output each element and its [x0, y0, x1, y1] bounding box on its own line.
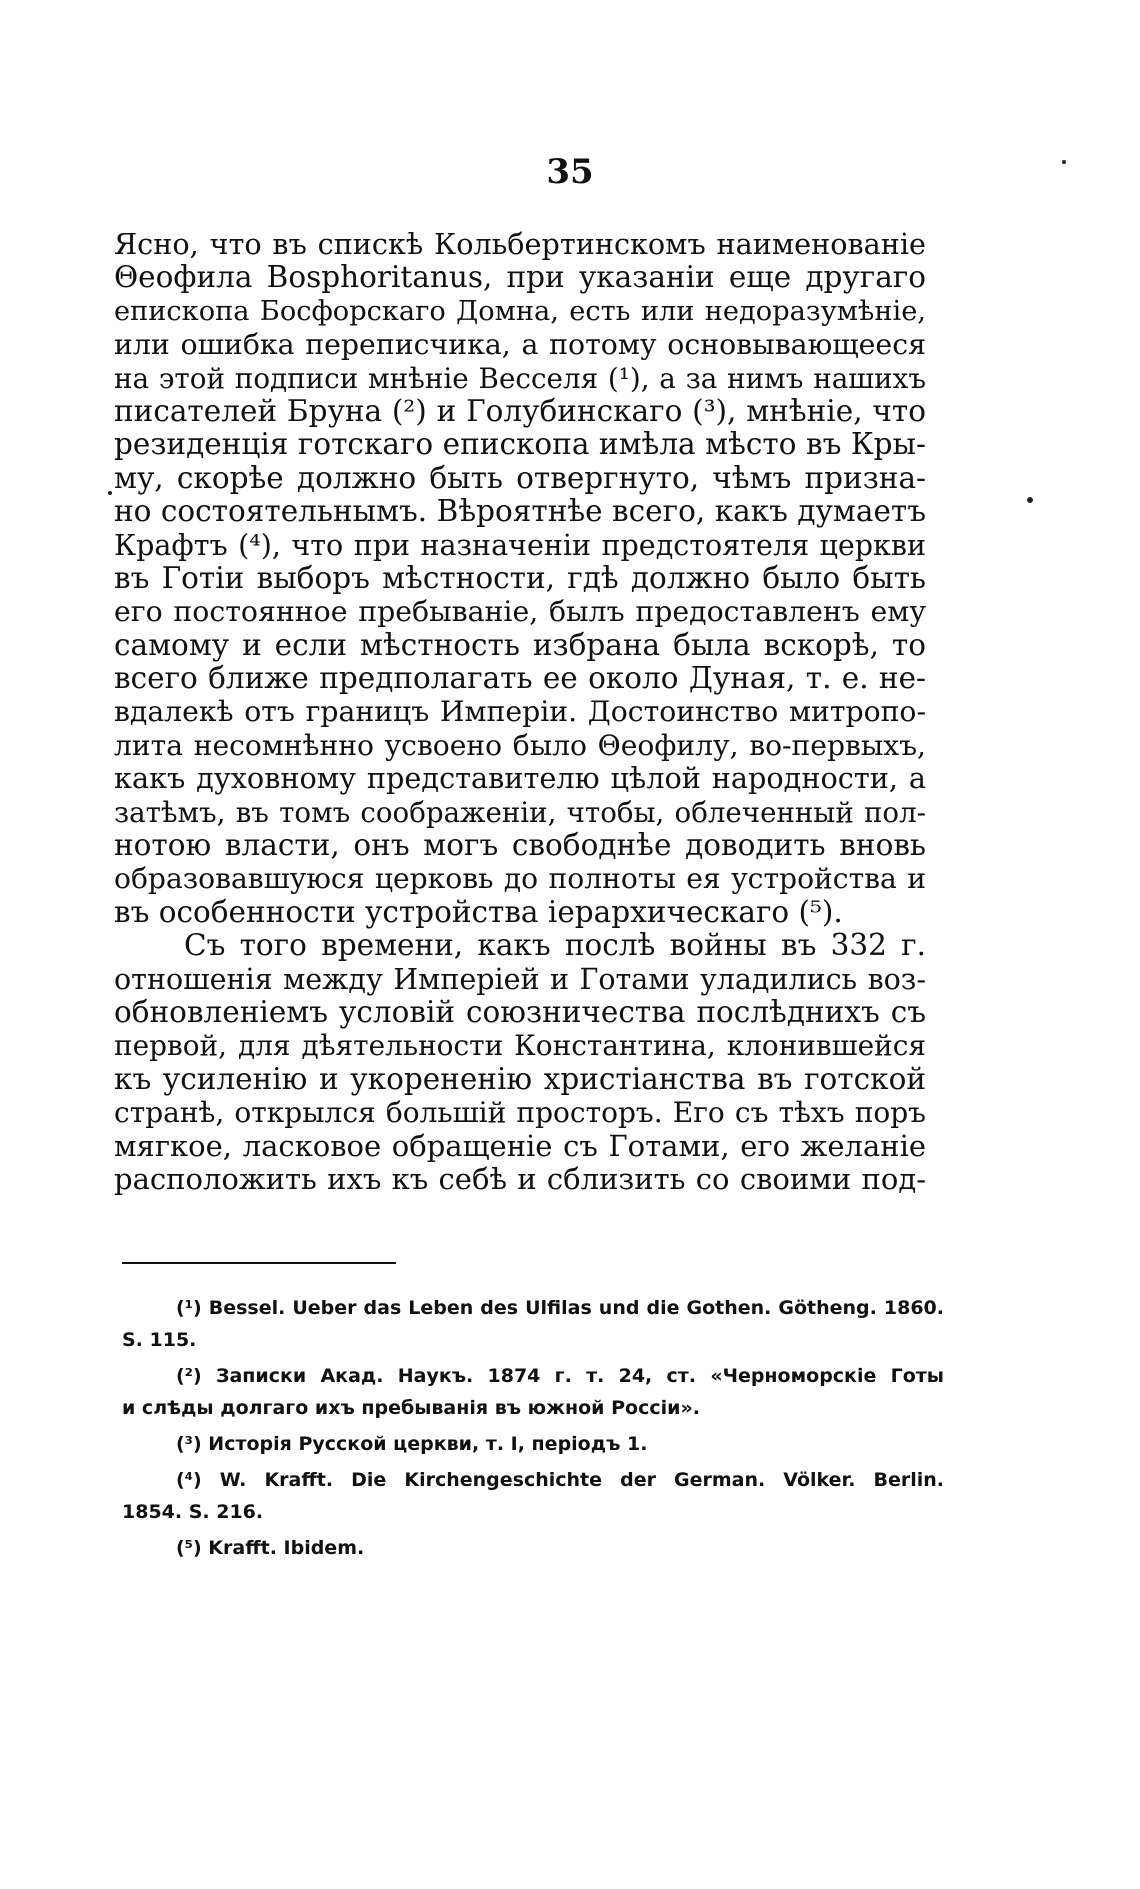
text-line: Ясно, что въ спискѣ Кольбертинскомъ наименованіе [114, 227, 926, 261]
text-line: вдалекѣ отъ границъ Имперіи. Достоинство митропо- [114, 695, 926, 729]
text-line: на этой подписи мнѣніе Весселя (¹), а за нимъ нашихъ [114, 361, 926, 395]
footnote-1-line-1: (¹) Bessel. Ueber das Leben des Ulfilas und die Gothen. Götheng. 1860. [176, 1297, 944, 1319]
footnote-4-line-1: (⁴) W. Krafft. Die Kirchengeschichte der German. Völker. Berlin. [176, 1469, 944, 1491]
text-line: расположить ихъ къ себѣ и сблизить со своими под- [114, 1161, 926, 1196]
text-line: лита несомнѣнно усвоено было Θеофилу, во-первыхъ, [114, 728, 926, 762]
body-text [114, 228, 926, 1196]
text-line: епископа Босфорскаго Домна, есть или недоразумѣніе, [114, 295, 926, 327]
text-line: мягкое, ласковое обращеніе съ Готами, его желаніе [114, 1128, 926, 1163]
text-line: къ усиленію и укорененію христіанства въ готской [114, 1061, 926, 1096]
footnote-3-line-1: (³) Исторія Русской церкви, т. I, періодъ 1. [176, 1433, 648, 1455]
text-line: нотою власти, онъ могъ свободнѣе доводить вновь [114, 828, 926, 863]
text-line: въ Готіи выборъ мѣстности, гдѣ должно было быть [114, 560, 926, 595]
scan-speck [108, 491, 112, 495]
text-line: первой, для дѣятельности Константина, клонившейся [114, 1029, 926, 1063]
scan-speck [1062, 160, 1066, 164]
text-line: его постоянное пребываніе, былъ предоставленъ ему [114, 595, 926, 629]
footnote-divider [122, 1262, 396, 1264]
footnote-5-line-1: (⁵) Krafft. Ibidem. [176, 1537, 365, 1559]
page-number: 35 [546, 152, 594, 192]
text-line: отношенія между Имперіей и Готами уладились воз- [114, 962, 926, 996]
text-line: въ особенности устройства іерархическаго (⁵). [114, 894, 843, 929]
text-line: Θеофила Bosphoritanus, при указаніи еще другаго [114, 260, 926, 295]
text-line: писателей Бруна (²) и Голубинскаго (³), мнѣніе, что [114, 393, 926, 428]
text-line: но состоятельнымъ. Вѣроятнѣе всего, какъ думаетъ [114, 494, 926, 529]
text-line: Съ того времени, какъ послѣ войны въ 332 г. [184, 928, 926, 963]
text-line: затѣмъ, въ томъ соображеніи, чтобы, облеченный пол- [114, 795, 926, 829]
text-line: самому и если мѣстность избрана была вскорѣ, то [114, 627, 926, 662]
text-line: резиденція готскаго епископа имѣла мѣсто въ Кры- [114, 427, 926, 462]
footnote-1-line-2: S. 115. [122, 1329, 197, 1351]
text-line: всего ближе предполагать ее около Дуная, т. е. не- [114, 661, 926, 696]
text-line: странѣ, открылся большій просторъ. Его съ тѣхъ поръ [114, 1096, 926, 1130]
text-line: или ошибка переписчика, а потому основывающееся [114, 328, 926, 362]
footnote-4-line-2: 1854. S. 216. [122, 1501, 264, 1523]
text-line: обновленіемъ условій союзничества послѣднихъ съ [114, 994, 926, 1029]
text-line: образовавшуюся церковь до полноты ея устройства и [114, 862, 926, 896]
footnote-2-line-2: и слѣды долгаго ихъ пребыванія въ южной Россіи». [122, 1397, 700, 1419]
footnotes [122, 1292, 944, 1564]
footnote-2-line-1: (²) Записки Акад. Наукъ. 1874 г. т. 24, ст. «Черноморскіе Готы [176, 1365, 944, 1387]
text-line: му, скорѣе должно быть отвергнуто, чѣмъ призна- [114, 460, 926, 495]
text-line: Крафтъ (⁴), что при назначеніи предстоятеля церкви [114, 527, 926, 562]
text-line: какъ духовному представителю цѣлой народности, а [114, 761, 926, 796]
scan-speck [1027, 497, 1033, 503]
